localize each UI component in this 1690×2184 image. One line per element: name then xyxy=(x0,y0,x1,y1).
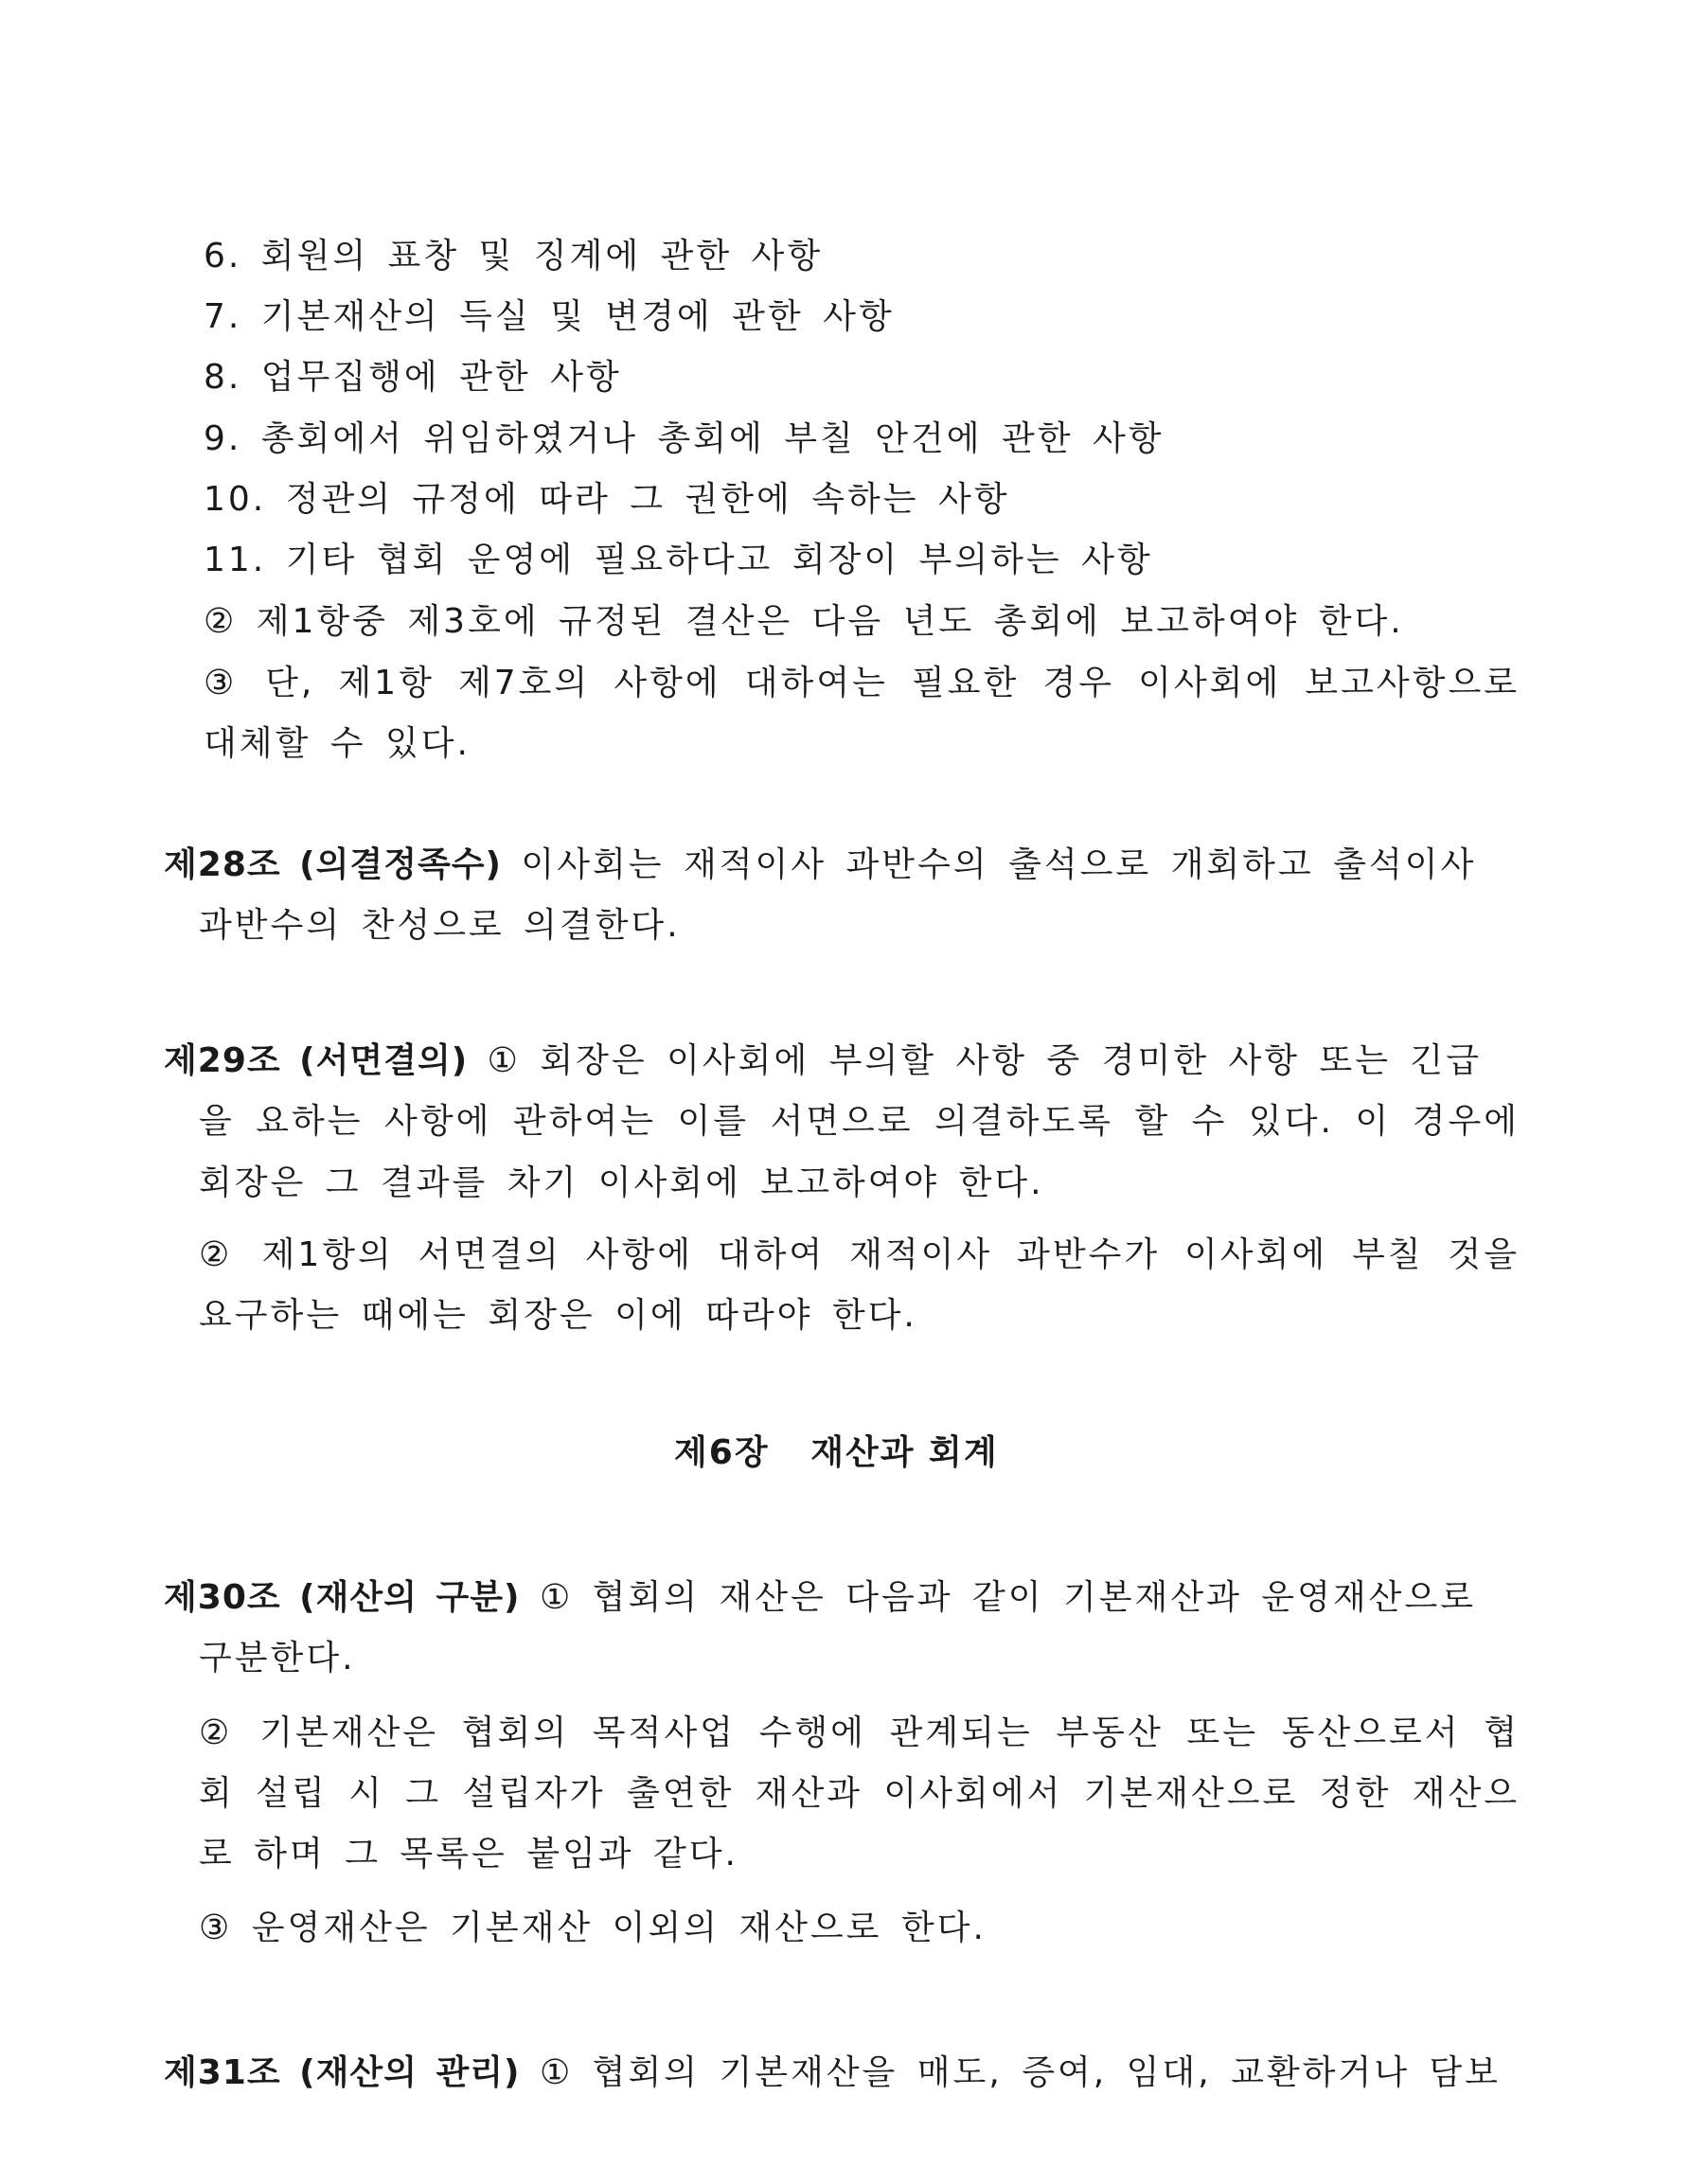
art31-first-line xyxy=(164,2052,1501,2094)
art29-line3: 회장은 그 결과를 차기 이사회에 보고하여야 한다. xyxy=(199,1163,1044,1202)
art27-paragraph-2: ② 제1항중 제3호에 규정된 결산은 다음 년도 총회에 보고하여야 한다. xyxy=(204,602,1404,641)
art29-title: 제29조 (서면결의) xyxy=(164,1041,469,1080)
art30-paragraph-2-line1: ② 기본재산은 협회의 목적사업 수행에 관계되는 부동산 또는 동산으로서 협 xyxy=(199,1713,1520,1752)
art28-line2: 과반수의 찬성으로 의결한다. xyxy=(199,906,681,945)
art30-title: 제30조 (재산의 구분) xyxy=(164,1578,521,1617)
art30-paragraph-2-line2: 회 설립 시 그 설립자가 출연한 재산과 이사회에서 기본재산으로 정한 재산으 xyxy=(199,1774,1520,1813)
art30-line2: 구분한다. xyxy=(199,1639,356,1678)
list-item-10: 10. 정관의 규정에 따라 그 권한에 속하는 사항 xyxy=(204,480,1010,519)
art28-title: 제28조 (의결정족수) xyxy=(164,845,502,884)
art29-paragraph-2-line2: 요구하는 때에는 회장은 이에 따라야 한다. xyxy=(199,1296,917,1335)
list-item-8: 8. 업무집행에 관한 사항 xyxy=(204,358,622,397)
list-item-7: 7. 기본재산의 득실 및 변경에 관한 사항 xyxy=(204,297,895,336)
art30-line1: ① 협회의 재산은 다음과 같이 기본재산과 운영재산으로 xyxy=(520,1578,1476,1617)
art31-title: 제31조 (재산의 관리) xyxy=(164,2053,521,2092)
art28-first-line xyxy=(164,844,1520,886)
art27-paragraph-3-line1: ③ 단, 제1항 제7호의 사항에 대하여는 필요한 경우 이사회에 보고사항으로 xyxy=(204,664,1520,702)
art29-first-line xyxy=(164,1040,1482,1082)
chapter-heading: 제6장 재산과 회계 xyxy=(674,1433,999,1472)
art30-first-line xyxy=(164,1577,1476,1619)
list-item-9: 9. 총회에서 위임하였거나 총회에 부칠 안건에 관한 사항 xyxy=(204,419,1165,458)
art31-line1: ① 협회의 기본재산을 매도, 증여, 임대, 교환하거나 담보 xyxy=(520,2053,1501,2092)
art29-paragraph-2-line1: ② 제1항의 서면결의 사항에 대하여 재적이사 과반수가 이사회에 부칠 것을 xyxy=(199,1235,1520,1274)
art28-line1: 이사회는 재적이사 과반수의 출석으로 개회하고 출석이사 xyxy=(501,845,1477,884)
art30-paragraph-3: ③ 운영재산은 기본재산 이외의 재산으로 한다. xyxy=(199,1909,987,1947)
art27-paragraph-3-line2: 대체할 수 있다. xyxy=(204,724,471,763)
art29-line1: ① 회장은 이사회에 부의할 사항 중 경미한 사항 또는 긴급 xyxy=(468,1041,1482,1080)
list-item-11: 11. 기타 협회 운영에 필요하다고 회장이 부의하는 사항 xyxy=(204,541,1153,579)
art30-paragraph-2-line3: 로 하며 그 목록은 붙임과 같다. xyxy=(199,1835,738,1873)
list-item-6: 6. 회원의 표창 및 징계에 관한 사항 xyxy=(204,237,824,275)
art29-line2: 을 요하는 사항에 관하여는 이를 서면으로 의결하도록 할 수 있다. 이 경우에 xyxy=(199,1102,1520,1141)
